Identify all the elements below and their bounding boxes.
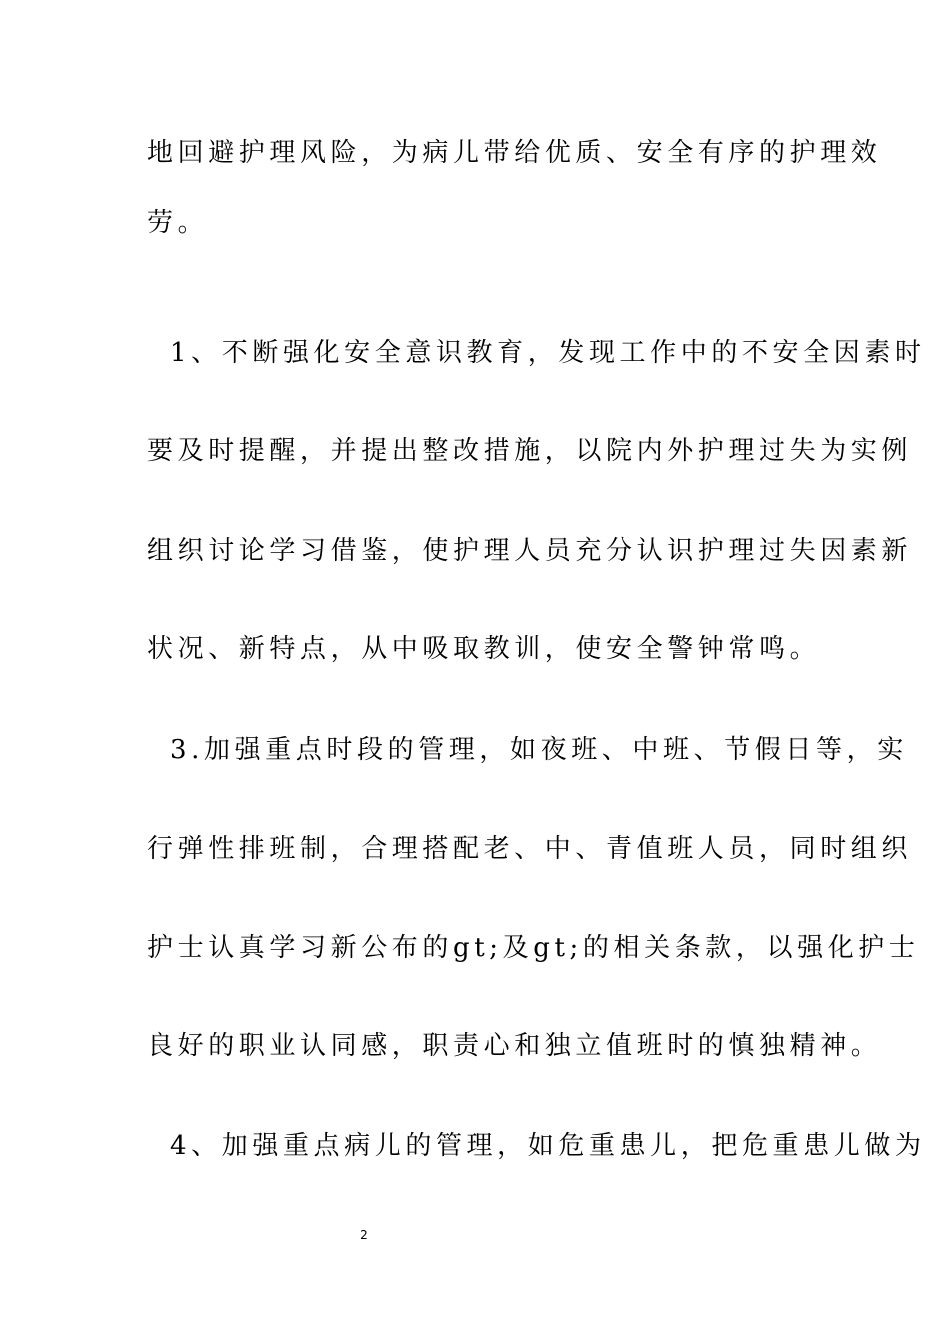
text-line-11: 4、加强重点病儿的管理，如危重患儿，把危重患儿做为 bbox=[170, 1131, 926, 1161]
text-line-10: 良好的职业认同感，职责心和独立值班时的慎独精神。 bbox=[147, 1031, 882, 1061]
page-number: 2 bbox=[360, 1228, 368, 1242]
text-line-3: 1、不断强化安全意识教育，发现工作中的不安全因素时 bbox=[170, 338, 926, 368]
text-line-6: 状况、新特点，从中吸取教训，使安全警钟常鸣。 bbox=[147, 634, 821, 664]
text-line-5: 组织讨论学习借鉴，使护理人员充分认识护理过失因素新 bbox=[147, 536, 913, 566]
text-line-8: 行弹性排班制，合理搭配老、中、青值班人员，同时组织 bbox=[147, 834, 913, 864]
text-line-2: 劳。 bbox=[147, 208, 209, 238]
text-line-7: 3.加强重点时段的管理，如夜班、中班、节假日等，实 bbox=[170, 735, 908, 765]
text-line-9: 护士认真学习新公布的gt;及gt;的相关条款，以强化护士 bbox=[147, 933, 920, 963]
text-line-1: 地回避护理风险，为病儿带给优质、安全有序的护理效 bbox=[147, 138, 882, 168]
text-line-4: 要及时提醒，并提出整改措施，以院内外护理过失为实例 bbox=[147, 436, 913, 466]
